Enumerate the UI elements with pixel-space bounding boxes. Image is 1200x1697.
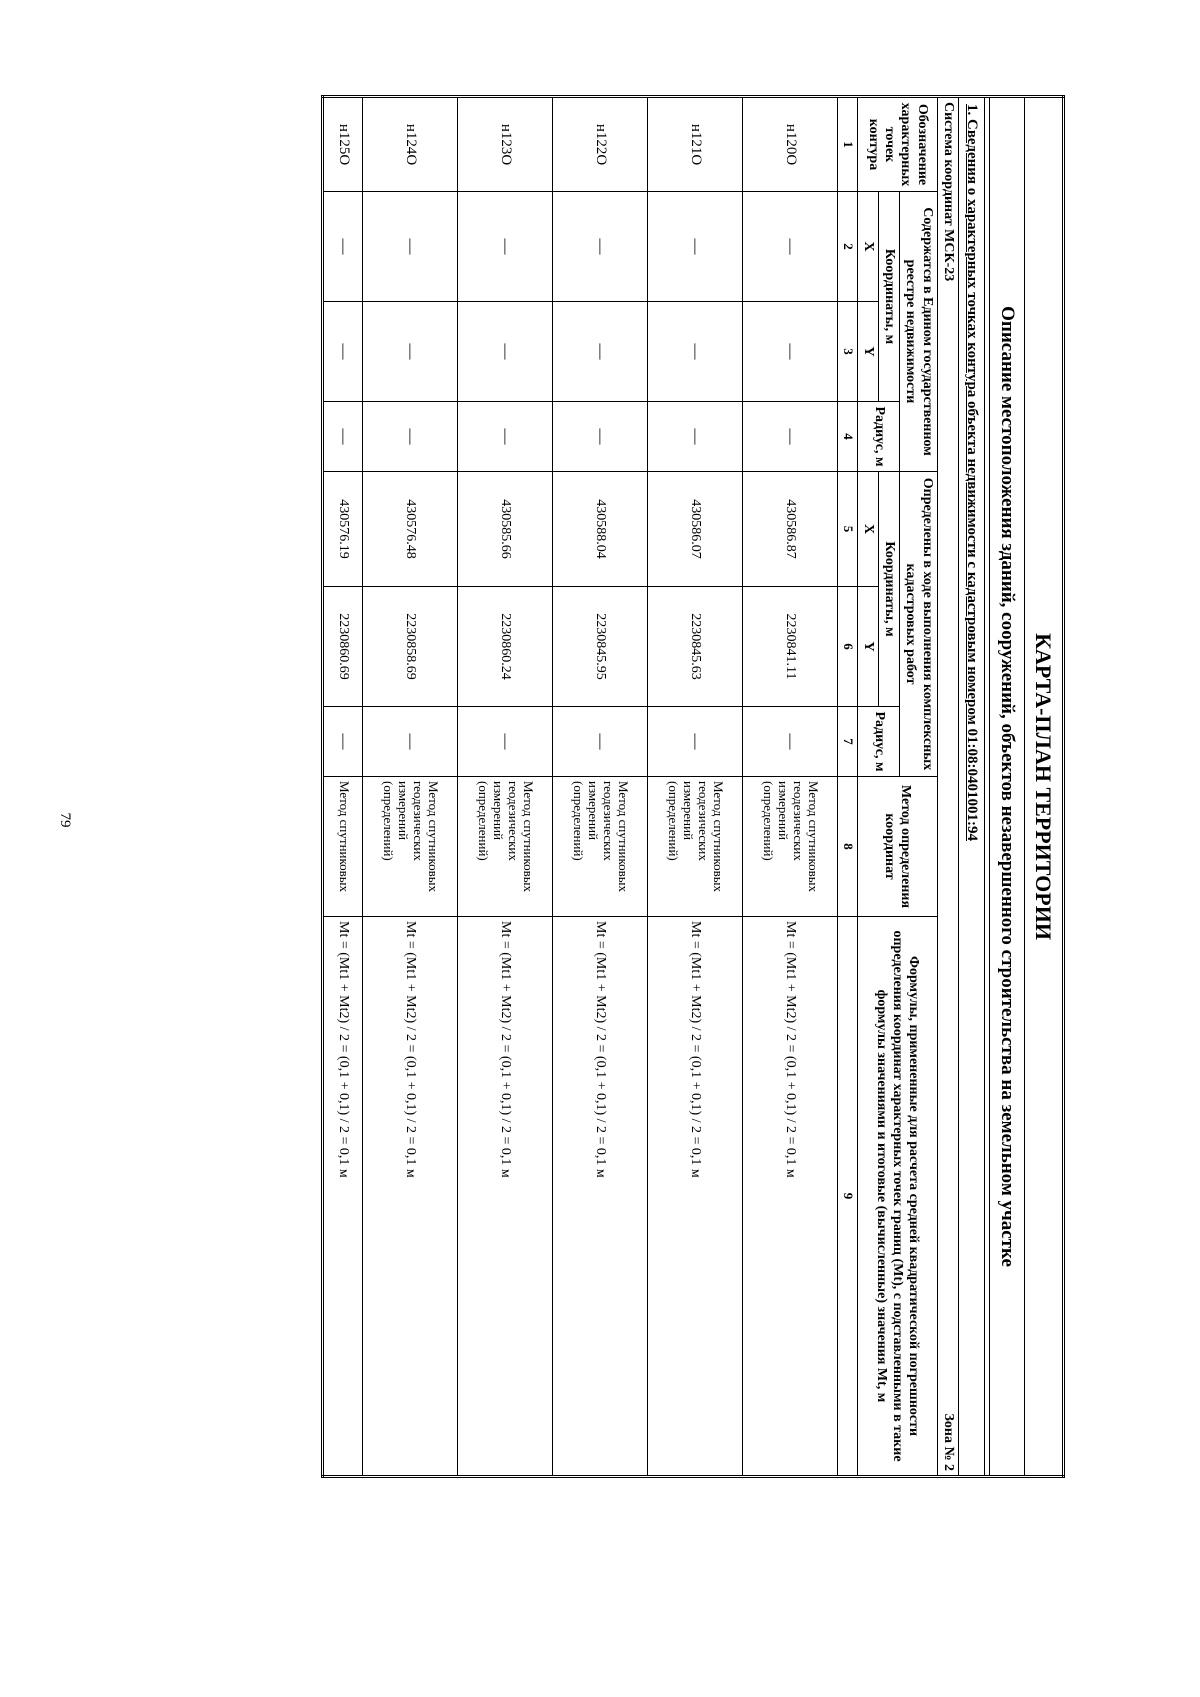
point-name-cell: н124О [363,97,458,192]
document-title: КАРТА-ПЛАН ТЕРРИТОРИИ [1024,97,1063,1477]
y-coordinate-cell: 2230860.24 [458,587,553,707]
document-subtitle: Описание местоположения зданий, сооружений, объектов незавершенного строительства на земельном участке [989,97,1024,1477]
formula-cell: Mt = (Mt1 + Mt2) / 2 = (0,1 + 0,1) / 2 = 0,1 м [363,917,458,1477]
column-number: 8 [838,777,858,917]
radius-cell: — [323,707,363,777]
page-number: 79 [57,812,73,828]
point-name-cell: н120О [743,97,838,192]
y-coordinate-cell: 2230841.11 [743,587,838,707]
y-coordinate-cell: 2230845.95 [553,587,648,707]
column-number: 6 [838,587,858,707]
point-name-cell: н123О [458,97,553,192]
header-cadastral-y: Y [858,587,879,707]
column-number: 5 [838,472,858,587]
egrn-y-cell: — [323,302,363,402]
coordinate-system: Система координат МСК-23 [937,97,958,472]
table-row [743,97,838,1477]
egrn-radius-cell: — [458,402,553,472]
method-cell: Метод спутниковых [323,777,363,917]
egrn-y-cell: — [458,302,553,402]
formula-cell: Mt = (Mt1 + Mt2) / 2 = (0,1 + 0,1) / 2 = 0,1 м [323,917,363,1477]
method-cell: Метод спутниковых геодезических измерений (определений) [648,777,743,917]
header-method: Метод определения координат [858,777,937,917]
egrn-x-cell: — [743,192,838,302]
header-egrn-y: Y [858,302,879,402]
egrn-y-cell: — [743,302,838,402]
x-coordinate-cell: 430576.48 [363,472,458,587]
header-point-name: Обозначение характерных точек контура [858,97,937,192]
method-cell: Метод спутниковых геодезических измерений (определений) [553,777,648,917]
egrn-x-cell: — [458,192,553,302]
egrn-y-cell: — [648,302,743,402]
table-row [648,97,743,1477]
egrn-radius-cell: — [743,402,838,472]
y-coordinate-cell: 2230858.69 [363,587,458,707]
column-number: 2 [838,192,858,302]
formula-cell: Mt = (Mt1 + Mt2) / 2 = (0,1 + 0,1) / 2 = 0,1 м [553,917,648,1477]
point-name-cell: н122О [553,97,648,192]
table-row [458,97,553,1477]
radius-cell: — [458,707,553,777]
method-cell: Метод спутниковых геодезических измерений (определений) [458,777,553,917]
radius-cell: — [363,707,458,777]
column-number: 1 [838,97,858,192]
method-cell: Метод спутниковых геодезических измерений (определений) [743,777,838,917]
table-row [363,97,458,1477]
x-coordinate-cell: 430586.87 [743,472,838,587]
x-coordinate-cell: 430576.19 [323,472,363,587]
column-number: 4 [838,402,858,472]
egrn-radius-cell: — [323,402,363,472]
spacer [984,97,989,1477]
formula-cell: Mt = (Mt1 + Mt2) / 2 = (0,1 + 0,1) / 2 = 0,1 м [458,917,553,1477]
header-egrn-radius: Радиус, м [858,402,900,472]
radius-cell: — [648,707,743,777]
header-egrn-x: X [858,192,879,302]
formula-cell: Mt = (Mt1 + Mt2) / 2 = (0,1 + 0,1) / 2 = 0,1 м [743,917,838,1477]
y-coordinate-cell: 2230860.69 [323,587,363,707]
egrn-y-cell: — [363,302,458,402]
header-egrn-coords: Координаты, м [879,192,900,402]
egrn-radius-cell: — [363,402,458,472]
egrn-x-cell: — [323,192,363,302]
header-cadastral-coords: Координаты, м [879,472,900,707]
egrn-radius-cell: — [648,402,743,472]
header-cadastral-radius: Радиус, м [858,707,900,777]
cadastral-table [321,95,1065,1478]
table-row [553,97,648,1477]
header-formula: Формулы, примененные для расчета средней квадратической погрешности определения координат характерных точек границ (Mt), с подставленными в такие формулы значениями и итоговые (вычисленные) значения Mt, м [858,917,937,1477]
zone-label: Зона № 2 [937,472,958,1477]
egrn-y-cell: — [553,302,648,402]
y-coordinate-cell: 2230845.63 [648,587,743,707]
column-number: 3 [838,302,858,402]
egrn-x-cell: — [553,192,648,302]
section-title: 1. Сведения о характерных точках контура объекта недвижимости с кадастровым номером 01:08:0401001:94 [958,97,984,1477]
formula-cell: Mt = (Mt1 + Mt2) / 2 = (0,1 + 0,1) / 2 = 0,1 м [648,917,743,1477]
egrn-x-cell: — [363,192,458,302]
column-number: 7 [838,707,858,777]
radius-cell: — [743,707,838,777]
x-coordinate-cell: 430588.04 [553,472,648,587]
egrn-radius-cell: — [553,402,648,472]
point-name-cell: н121О [648,97,743,192]
method-cell: Метод спутниковых геодезических измерений (определений) [363,777,458,917]
header-egrn-group: Содержатся в Едином государственном реестре недвижимости [900,192,937,472]
header-cadastral-group: Определены в ходе выполнения комплексных кадастровых работ [900,472,937,777]
cadastral-sheet [155,95,1065,1475]
radius-cell: — [553,707,648,777]
table-row [323,97,363,1477]
egrn-x-cell: — [648,192,743,302]
x-coordinate-cell: 430585.66 [458,472,553,587]
header-cadastral-x: X [858,472,879,587]
point-name-cell: н125О [323,97,363,192]
column-number: 9 [838,917,858,1477]
x-coordinate-cell: 430586.07 [648,472,743,587]
